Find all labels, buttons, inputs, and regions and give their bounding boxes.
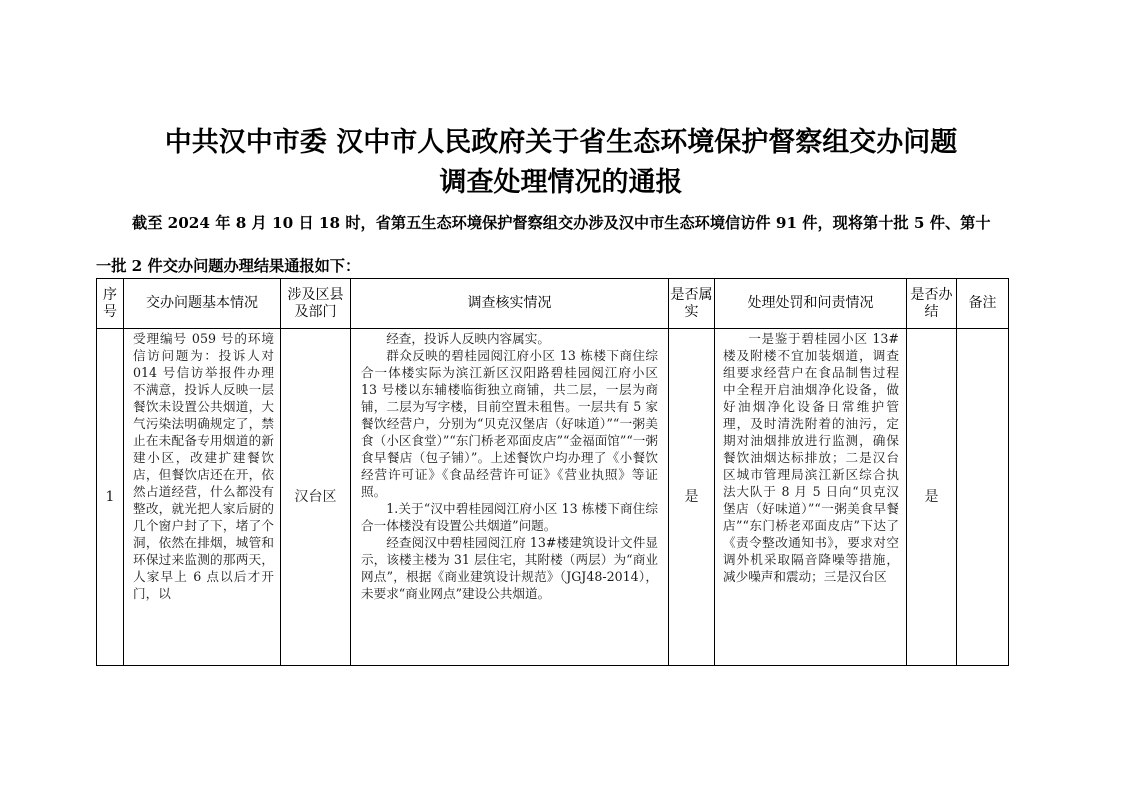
table-header-row bbox=[97, 279, 1009, 329]
cell-basic-text: 受理编号 059 号的环境信访问题为：投诉人对 014 号信访举报件办理不满意，投诉人反映一层餐饮未设置公共烟道，大气污染法明确规定了，禁止在未配备专用烟道的新建小区，改建扩建餐饮店，但餐饮店还在开，依然占道经营，什么都没有整改，就光把人家后厨的几个窗户封了下，堵了个洞，依然在排烟，城管和环保过来监测的那两天，人家早上 6 点以后才开门，以 bbox=[133, 331, 274, 601]
cell-handling-text bbox=[715, 329, 906, 665]
header-verified: 是否属实 bbox=[669, 279, 715, 329]
investigation-paragraph: 群众反映的碧桂园阅江府小区 13 栋楼下商住综合一体楼实际为滨江新区汉阳路碧桂园阅江府小区 13 号楼以东辅楼临街独立商铺，共二层，一层为商铺，二层为写字楼，目前空置未租售。一层共有 5 家餐饮经营户，分别为“贝克汉堡店（好味道）”“一粥美食（小区食堂）”“东门桥老邓面皮店”“金福面馆”“一粥食早餐店（包子铺）”。上述餐饮户均办理了《小餐饮经营许可证》《食品经营许可证》《营业执照》等证照。 bbox=[361, 348, 658, 499]
document-title-line1: 中共汉中市委 汉中市人民政府关于省生态环境保护督察组交办问题 bbox=[164, 127, 958, 158]
handling-paragraph: 一是鉴于碧桂园小区 13#楼及附楼不宜加装烟道，调查组要求经营户在食品制售过程中全程开启油烟净化设备，做好油烟净化设备日常维护管理，及时清洗附着的油污，定期对油烟排放进行监测，确保餐饮油烟达标排放；二是汉台区城市管理局滨江新区综合执法大队于 8 月 5 日向“贝克汉堡店（好味道）”“一粥美食早餐店”“东门桥老邓面皮店”下达了《责令整改通知书》，要求对空调外机采取隔音降噪等措施，减少噪声和震动；三是汉台区 bbox=[723, 331, 899, 584]
cell-basic bbox=[124, 329, 281, 666]
report-table bbox=[96, 278, 1009, 666]
cell-remark bbox=[957, 329, 1009, 666]
document-title-line2: 调查处理情况的通报 bbox=[439, 167, 683, 198]
intro-paragraph-line1: 截至 2024 年 8 月 10 日 18 时，省第五生态环境保护督察组交办涉及汉中市生态环境信访件 91 件，现将第十批 5 件、第十 bbox=[132, 214, 991, 232]
cell-district: 汉台区 bbox=[281, 329, 351, 666]
table-row bbox=[97, 329, 1009, 666]
cell-investigation bbox=[351, 329, 669, 666]
header-closed: 是否办结 bbox=[907, 279, 957, 329]
header-investigation: 调查核实情况 bbox=[351, 279, 669, 329]
investigation-paragraph: 1.关于“汉中碧桂园阅江府小区 13 栋楼下商住综合一体楼没有设置公共烟道”问题。 bbox=[361, 501, 658, 533]
cell-closed: 是 bbox=[907, 329, 957, 666]
cell-verified: 是 bbox=[669, 329, 715, 666]
cell-investigation-text bbox=[351, 329, 668, 665]
cell-seq: 1 bbox=[97, 329, 124, 666]
header-remark: 备注 bbox=[957, 279, 1009, 329]
header-district: 涉及区县及部门 bbox=[281, 279, 351, 329]
investigation-paragraph: 经查，投诉人反映内容属实。 bbox=[386, 331, 550, 346]
cell-handling bbox=[715, 329, 907, 666]
header-basic: 交办问题基本情况 bbox=[124, 279, 281, 329]
header-handling: 处理处罚和问责情况 bbox=[715, 279, 907, 329]
intro-paragraph-line2: 一批 2 件交办问题办理结果通报如下： bbox=[96, 257, 361, 275]
header-seq: 序号 bbox=[97, 279, 124, 329]
investigation-paragraph: 经查阅汉中碧桂园阅江府 13#楼建筑设计文件显示，该楼主楼为 31 层住宅，其附楼（两层）为“商业网点”，根据《商业建筑设计规范》（JGJ48-2014），未要求“商业网点”建设公共烟道。 bbox=[361, 535, 658, 601]
